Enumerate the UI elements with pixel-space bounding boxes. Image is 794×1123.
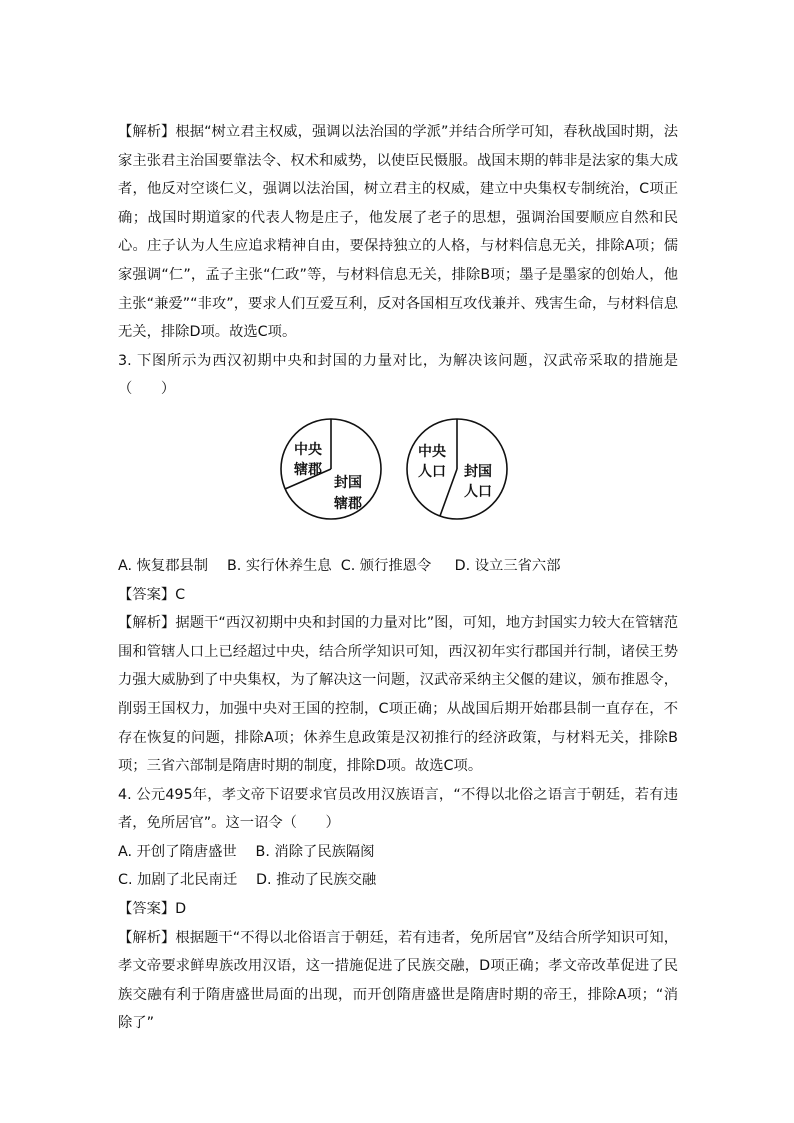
q4-options-line-1: A. 开创了隋唐盛世 B. 消除了民族隔阂 — [118, 843, 375, 860]
pie-population-central-label-1: 中央 — [418, 443, 446, 460]
q4-stem: 4. 公元495年，孝文帝下诏要求官员改用汉族语言，“不得以北俗之语言于朝廷，若有违者，免所居官”。这一诏令（ ） — [118, 786, 678, 832]
document-page — [118, 118, 678, 1038]
q4-options-line-2: C. 加剧了北民南迁 D. 推动了民族交融 — [118, 872, 377, 889]
q3-options: A. 恢复郡县制 B. 实行休养生息 C. 颁行推恩令 D. 设立三省六部 — [118, 557, 561, 574]
q4-answer: 【答案】D — [118, 901, 187, 918]
pie-territory-central-label-2: 辖郡 — [294, 461, 322, 478]
q4-analysis: 【解析】根据题干“不得以北俗语言于朝廷，若有违者，免所居官”及结合所学知识可知，孝文帝要求鲜卑族改用汉语，这一措施促进了民族交融，D项正确；孝文帝改革促进了民族交融有利于隋唐盛世局面的出现，而开创隋唐盛世是隋唐时期的帝王，排除A项；“消除了” — [118, 929, 678, 1032]
pie-territory-fief-label-2: 辖郡 — [334, 495, 362, 512]
pie-territory-fief-label-1: 封国 — [334, 474, 362, 491]
q3-stem: 3. 下图所示为西汉初期中央和封国的力量对比，为解决该问题，汉武帝采取的措施是（ ） — [118, 352, 678, 398]
pie-population-central-label-2: 人口 — [418, 463, 446, 480]
pie-population-fief-label-1: 封国 — [464, 463, 492, 480]
pie-chart-territory — [278, 416, 384, 522]
pie-population-fief-label-2: 人口 — [464, 483, 492, 500]
q3-analysis: 【解析】据题干“西汉初期中央和封国的力量对比”图，可知，地方封国实力较大在管辖范围和管辖人口上已经超过中央，结合所学知识可知，西汉初年实行郡国并行制，诸侯王势力强大威胁到了中央集权，为了解决这一问题，汉武帝采纳主父偃的建议，颁布推恩令，削弱王国权力，加强中央对王国的控制，C项正确；从战国后期开始郡县制一直存在，不存在恢复的问题，排除A项；休养生息政策是汉初推行的经济政策，与材料无关，排除B项；三省六部制是隋唐时期的制度，排除D项。故选C项。 — [118, 615, 678, 775]
q3-answer: 【答案】C — [118, 586, 186, 603]
q2-analysis: 【解析】根据“树立君主权威，强调以法治国的学派”并结合所学可知，春秋战国时期，法家主张君主治国要靠法令、权术和威势，以使臣民慑服。战国末期的韩非是法家的集大成者，他反对空谈仁义，强调以法治国，树立君主的权威，建立中央集权专制统治，C项正确；战国时期道家的代表人物是庄子，他发展了老子的思想，强调治国要顺应自然和民心。庄子认为人生应追求精神自由，要保持独立的人格，与材料信息无关，排除A项；儒家强调“仁”，孟子主张“仁政”等，与材料信息无关，排除B项；墨子是墨家的创始人，他主张“兼爱”“非攻”，要求人们互爱互利，反对各国相互攻伐兼并、残害生命，与材料信息无关，排除D项。故选C项。 — [118, 124, 678, 341]
pie-chart-population — [404, 416, 510, 522]
pie-territory-central-label-1: 中央 — [294, 441, 322, 458]
q3-figure — [118, 408, 678, 548]
